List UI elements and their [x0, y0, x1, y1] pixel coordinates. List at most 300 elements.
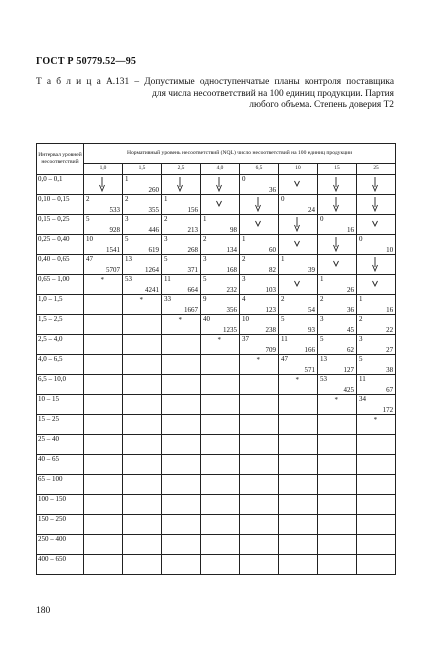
caption-line-2: для числа несоответствий на 100 единиц продукции. Партия [152, 88, 394, 99]
sample-size: 62 [347, 346, 354, 354]
sample-size: 4241 [145, 286, 159, 294]
plan-cell [123, 495, 162, 515]
plan-cell [240, 415, 279, 435]
plan-cell [279, 355, 318, 375]
plan-cell [357, 175, 396, 195]
table-row [37, 555, 396, 575]
acceptance-number: 1 [125, 175, 129, 183]
sample-size: 54 [308, 306, 315, 314]
acceptance-number: 1 [359, 295, 363, 303]
sample-size: 172 [382, 406, 394, 414]
plan-cell [123, 355, 162, 375]
acceptance-number: 5 [320, 335, 324, 343]
sample-size: 709 [265, 346, 276, 354]
asterisk-mark: * [373, 416, 378, 424]
sample-size: 134 [226, 246, 237, 254]
continue-line-icon [293, 216, 301, 233]
plan-cell [162, 435, 201, 455]
acceptance-number: 2 [203, 235, 207, 243]
asterisk-mark: * [217, 336, 221, 344]
plan-cell [84, 535, 123, 555]
plan-cell [162, 335, 201, 355]
plan-cell [318, 275, 357, 295]
plan-cell [201, 195, 240, 215]
down-arrow-icon [371, 276, 379, 293]
sample-size: 26 [347, 286, 354, 294]
plan-cell [162, 515, 201, 535]
plan-cell [318, 515, 357, 535]
plan-cell [240, 335, 279, 355]
plan-cell [357, 275, 396, 295]
plan-cell [123, 215, 162, 235]
plan-cell [318, 295, 357, 315]
acceptance-number: 1 [281, 255, 285, 263]
plan-cell [318, 235, 357, 255]
acceptance-number: 40 [203, 315, 210, 323]
acceptance-number: 3 [125, 215, 129, 223]
acceptance-number: 3 [359, 335, 363, 343]
continue-line-icon [332, 176, 340, 193]
sample-size: 127 [343, 366, 354, 374]
plan-cell [357, 295, 396, 315]
table-row [37, 315, 396, 335]
plan-cell [162, 315, 201, 335]
plan-cell [123, 415, 162, 435]
plan-cell [84, 395, 123, 415]
sample-size: 103 [265, 286, 276, 294]
plan-cell [279, 375, 318, 395]
level-interval-cell: 1,5 – 2,5 [37, 315, 84, 335]
acceptance-number: 10 [86, 235, 93, 243]
acceptance-number: 13 [320, 355, 327, 363]
plan-cell [201, 415, 240, 435]
plan-cell [123, 535, 162, 555]
plan-cell [201, 395, 240, 415]
asterisk-mark: * [100, 276, 104, 284]
sample-size: 16 [386, 306, 394, 314]
plan-cell [240, 395, 279, 415]
acceptance-number: 2 [281, 295, 285, 303]
plan-cell [357, 195, 396, 215]
level-interval-cell: 0,65 – 1,00 [37, 275, 84, 295]
acceptance-number: 5 [86, 215, 90, 223]
sample-size: 1235 [223, 326, 237, 334]
plan-cell [318, 455, 357, 475]
acceptance-number: 2 [125, 195, 129, 203]
acceptance-number: 1 [203, 215, 207, 223]
plan-cell [318, 535, 357, 555]
plan-cell [318, 495, 357, 515]
down-arrow-icon [293, 276, 301, 293]
level-interval-cell: 0,40 – 0,65 [37, 255, 84, 275]
plan-cell [279, 235, 318, 255]
sample-size: 5707 [106, 266, 120, 274]
level-interval-cell: 0,0 – 0,1 [37, 175, 84, 195]
down-arrow-icon [293, 236, 301, 253]
level-interval-cell: 400 – 650 [37, 555, 84, 575]
plan-cell [84, 275, 123, 295]
plan-cell [279, 495, 318, 515]
sample-size: 1541 [106, 246, 120, 254]
plan-cell [318, 375, 357, 395]
nql-column-header: 6,5 [240, 163, 279, 174]
plan-cell [318, 555, 357, 575]
level-interval-cell: 0,25 – 0,40 [37, 235, 84, 255]
sample-size: 928 [109, 226, 120, 234]
plan-cell [240, 275, 279, 295]
continue-line-icon [254, 196, 262, 213]
plan-cell [240, 435, 279, 455]
plan-cell [123, 235, 162, 255]
plan-cell [84, 295, 123, 315]
table-row [37, 495, 396, 515]
plan-cell [201, 175, 240, 195]
plan-cell [279, 195, 318, 215]
plan-cell [279, 315, 318, 335]
acceptance-number: 5 [281, 315, 285, 323]
sample-size: 355 [148, 206, 159, 214]
down-arrow-icon [371, 216, 379, 233]
plan-cell [162, 255, 201, 275]
continue-line-icon [371, 256, 379, 273]
sample-size: 232 [226, 286, 237, 294]
plan-cell [123, 375, 162, 395]
plan-cell [279, 455, 318, 475]
continue-line-icon [332, 236, 340, 253]
plan-cell [84, 375, 123, 395]
plan-cell [357, 315, 396, 335]
plan-cell [84, 455, 123, 475]
acceptance-number: 2 [242, 255, 246, 263]
plan-cell [201, 215, 240, 235]
table-row [37, 515, 396, 535]
acceptance-number: 11 [164, 275, 171, 283]
sample-size: 36 [347, 306, 354, 314]
asterisk-mark: * [256, 356, 260, 364]
acceptance-number: 1 [320, 275, 324, 283]
table-caption [36, 77, 394, 112]
sample-size: 60 [269, 246, 276, 254]
acceptance-number: 5 [359, 355, 363, 363]
sample-size: 24 [308, 206, 315, 214]
sample-size: 82 [269, 266, 276, 274]
plan-cell [162, 275, 201, 295]
table-row [37, 215, 396, 235]
asterisk-mark: * [295, 376, 299, 384]
sample-size: 45 [347, 326, 354, 334]
page-number: 180 [36, 606, 51, 616]
down-arrow-icon [254, 216, 262, 233]
plan-cell [279, 515, 318, 535]
plan-cell [123, 395, 162, 415]
plan-cell [123, 295, 162, 315]
table-row [37, 455, 396, 475]
plan-cell [84, 555, 123, 575]
continue-line-icon [371, 176, 379, 193]
plan-cell [357, 555, 396, 575]
nql-column-header: 15 [318, 163, 357, 174]
level-interval-cell: 100 – 150 [37, 495, 84, 515]
plan-cell [123, 515, 162, 535]
plan-cell [240, 455, 279, 475]
nql-column-header: 4,0 [201, 163, 240, 174]
nql-column-header: 1,5 [123, 163, 162, 174]
sample-size: 168 [226, 266, 237, 274]
caption-line-1: Т а б л и ц а А.131 – Допустимые одноступенчатые планы контроля поставщика [36, 77, 394, 87]
acceptance-number: 0 [281, 195, 285, 203]
table-row [37, 375, 396, 395]
acceptance-number: 33 [164, 295, 171, 303]
plan-cell [357, 495, 396, 515]
plan-cell [357, 475, 396, 495]
sample-size: 67 [386, 386, 394, 394]
caption-line-3: любого объема. Степень доверия Т2 [249, 100, 394, 111]
plan-cell [162, 495, 201, 515]
plan-cell [240, 195, 279, 215]
continue-line-icon [371, 196, 379, 213]
nql-column-header: 25 [357, 163, 396, 174]
table-row [37, 335, 396, 355]
plan-cell [240, 175, 279, 195]
plan-cell [279, 335, 318, 355]
asterisk-mark: * [334, 396, 338, 404]
table-row [37, 275, 396, 295]
plan-cell [201, 475, 240, 495]
plan-cell [240, 215, 279, 235]
plan-cell [162, 455, 201, 475]
plan-cell [279, 395, 318, 415]
down-arrow-icon [215, 196, 223, 213]
plan-cell [201, 315, 240, 335]
level-interval-cell: 1,0 – 1,5 [37, 295, 84, 315]
plan-cell [357, 215, 396, 235]
plan-cell [201, 255, 240, 275]
acceptance-number: 11 [359, 375, 366, 383]
asterisk-mark: * [139, 296, 143, 304]
sample-size: 664 [187, 286, 198, 294]
plan-cell [123, 195, 162, 215]
sample-size: 27 [386, 346, 394, 354]
plan-cell [357, 235, 396, 255]
sample-size: 425 [343, 386, 354, 394]
acceptance-number: 0 [242, 175, 246, 183]
down-arrow-icon [293, 176, 301, 193]
plan-cell [318, 395, 357, 415]
continue-line-icon [215, 176, 223, 193]
plan-cell [240, 295, 279, 315]
plan-cell [279, 535, 318, 555]
plan-cell [123, 315, 162, 335]
sample-size: 10 [386, 246, 394, 254]
plan-cell [357, 455, 396, 475]
plan-cell [240, 355, 279, 375]
plan-cell [279, 215, 318, 235]
sample-size: 156 [187, 206, 198, 214]
plan-cell [201, 235, 240, 255]
continue-line-icon [98, 176, 106, 193]
plan-cell [162, 215, 201, 235]
plan-cell [162, 535, 201, 555]
nql-column-header: 2,5 [162, 163, 201, 174]
table-row [37, 415, 396, 435]
plan-cell [123, 475, 162, 495]
sample-size: 268 [187, 246, 198, 254]
acceptance-number: 11 [281, 335, 288, 343]
plan-cell [318, 215, 357, 235]
acceptance-number: 3 [203, 255, 207, 263]
plan-cell [318, 195, 357, 215]
table-row [37, 235, 396, 255]
plan-cell [201, 335, 240, 355]
plan-cell [84, 495, 123, 515]
acceptance-number: 4 [242, 295, 246, 303]
sample-size: 22 [386, 326, 394, 334]
sample-size: 356 [226, 306, 237, 314]
plan-cell [123, 255, 162, 275]
plan-cell [84, 215, 123, 235]
nql-column-header: 1,0 [84, 163, 123, 174]
plan-cell [357, 395, 396, 415]
acceptance-number: 3 [164, 235, 168, 243]
plan-cell [123, 275, 162, 295]
plan-cell [357, 515, 396, 535]
plan-cell [318, 335, 357, 355]
sample-size: 39 [308, 266, 315, 274]
plan-cell [84, 315, 123, 335]
acceptance-number: 47 [281, 355, 288, 363]
plan-cell [357, 535, 396, 555]
plan-cell [201, 515, 240, 535]
acceptance-number: 0 [320, 215, 324, 223]
level-interval-cell: 150 – 250 [37, 515, 84, 535]
plan-cell [357, 435, 396, 455]
plan-cell [240, 495, 279, 515]
plan-cell [357, 415, 396, 435]
plan-cell [318, 435, 357, 455]
acceptance-number: 47 [86, 255, 93, 263]
sample-size: 446 [148, 226, 159, 234]
plan-cell [357, 375, 396, 395]
plan-cell [201, 435, 240, 455]
plan-cell [84, 415, 123, 435]
plan-cell [201, 495, 240, 515]
acceptance-number: 13 [125, 255, 132, 263]
table-row [37, 295, 396, 315]
plan-cell [162, 235, 201, 255]
acceptance-number: 0 [359, 235, 363, 243]
plan-cell [201, 555, 240, 575]
plan-cell [162, 175, 201, 195]
acceptance-number: 2 [320, 295, 324, 303]
plan-cell [279, 415, 318, 435]
plan-cell [279, 275, 318, 295]
plan-cell [162, 195, 201, 215]
plan-cell [162, 395, 201, 415]
plan-cell [201, 275, 240, 295]
acceptance-number: 53 [320, 375, 327, 383]
plan-cell [84, 515, 123, 535]
sample-size: 213 [187, 226, 198, 234]
plan-cell [357, 335, 396, 355]
sample-size: 1264 [145, 266, 159, 274]
sample-size: 619 [148, 246, 159, 254]
plan-cell [162, 295, 201, 315]
level-interval-cell: 40 – 65 [37, 455, 84, 475]
sample-size: 260 [148, 186, 159, 194]
level-interval-cell: 25 – 40 [37, 435, 84, 455]
level-interval-cell: 15 – 25 [37, 415, 84, 435]
plan-cell [162, 375, 201, 395]
table-row [37, 395, 396, 415]
plan-cell [240, 535, 279, 555]
acceptance-number: 5 [125, 235, 129, 243]
acceptance-number: 2 [359, 315, 363, 323]
nql-header: Нормативный уровень несоответствий (NQL) число несоответствий на 100 единиц продукции [84, 144, 396, 164]
acceptance-number: 53 [125, 275, 132, 283]
plan-cell [357, 355, 396, 375]
plan-cell [123, 335, 162, 355]
level-interval-cell: 65 – 100 [37, 475, 84, 495]
sample-size: 98 [230, 226, 237, 234]
table-row [37, 255, 396, 275]
sample-size: 533 [109, 206, 120, 214]
sample-size: 371 [187, 266, 198, 274]
acceptance-number: 3 [242, 275, 246, 283]
plan-cell [279, 475, 318, 495]
plan-cell [162, 475, 201, 495]
sample-size: 166 [304, 346, 315, 354]
continue-line-icon [332, 196, 340, 213]
plan-cell [318, 415, 357, 435]
plans-grid [36, 143, 396, 575]
sample-size: 238 [265, 326, 276, 334]
plan-cell [84, 475, 123, 495]
sample-size: 36 [269, 186, 276, 194]
nql-column-header: 10 [279, 163, 318, 174]
plan-cell [279, 255, 318, 275]
plan-cell [240, 515, 279, 535]
level-interval-cell: 250 – 400 [37, 535, 84, 555]
plan-cell [240, 255, 279, 275]
plan-cell [240, 375, 279, 395]
plan-cell [279, 175, 318, 195]
plan-cell [279, 435, 318, 455]
plan-cell [201, 375, 240, 395]
acceptance-number: 10 [242, 315, 249, 323]
acceptance-number: 2 [86, 195, 90, 203]
plan-cell [318, 315, 357, 335]
level-interval-cell: 0,15 – 0,25 [37, 215, 84, 235]
level-interval-cell: 6,5 – 10,0 [37, 375, 84, 395]
plan-cell [318, 255, 357, 275]
plan-cell [279, 555, 318, 575]
table-row [37, 195, 396, 215]
plan-cell [162, 555, 201, 575]
plan-cell [123, 175, 162, 195]
sample-size: 123 [265, 306, 276, 314]
level-interval-cell: 0,10 – 0,15 [37, 195, 84, 215]
level-interval-cell: 4,0 – 6,5 [37, 355, 84, 375]
plan-cell [357, 255, 396, 275]
sample-size: 1667 [184, 306, 198, 314]
plan-cell [84, 255, 123, 275]
acceptance-number: 34 [359, 395, 366, 403]
plan-cell [201, 355, 240, 375]
acceptance-number: 5 [164, 255, 168, 263]
plan-cell [240, 315, 279, 335]
plan-cell [240, 555, 279, 575]
asterisk-mark: * [178, 316, 182, 324]
